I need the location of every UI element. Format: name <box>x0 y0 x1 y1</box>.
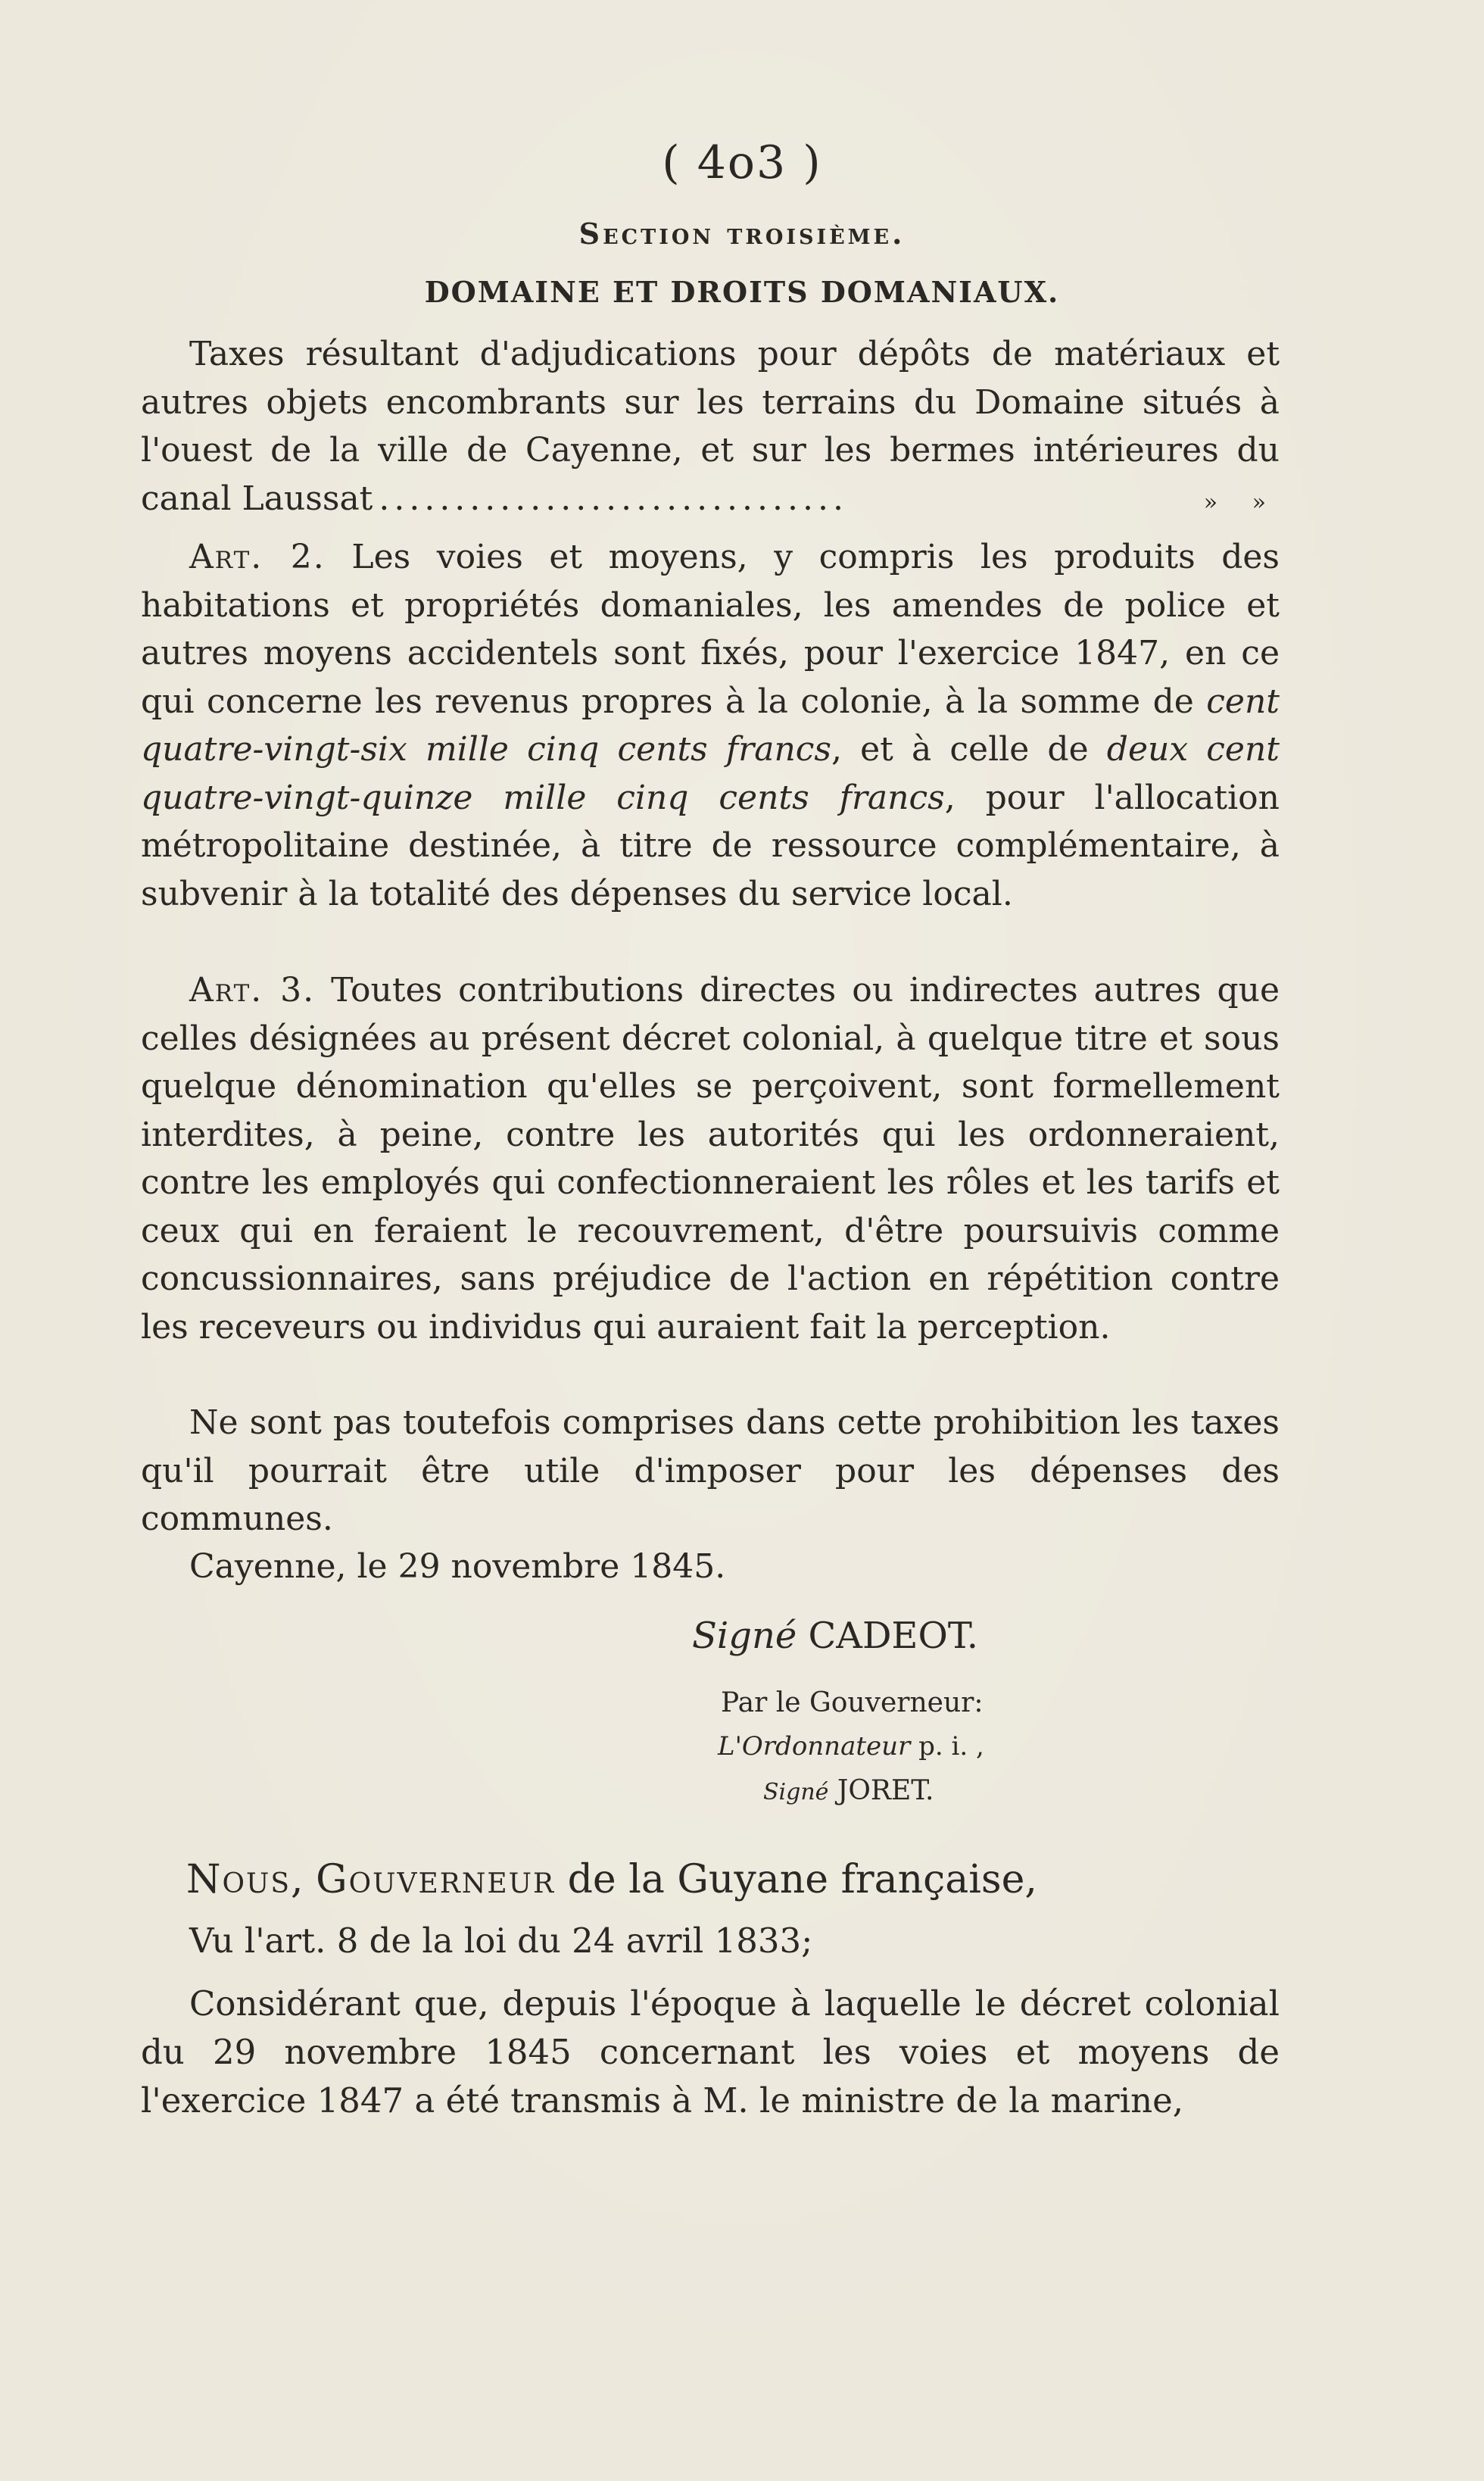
article-3-text <box>141 966 1280 1351</box>
article-2-amount-1: cent quatre-vingt-six mille cinq cents francs <box>141 682 1280 769</box>
par-le-gouverneur: Par le Gouverneur: <box>721 1687 984 1718</box>
article-3-body: Toutes contributions directes ou indirectes autres que celles désignées au présent décret colonial, à quelque titre et sous quelque dénomination qu'elles se perçoivent, sont formellement interdites, à peine, contre les autorités qui les ordonneraient, contre les employés qui confectionneraient les rôles et les tarifs et ceux qui en feraient le recouvrement, d'être poursuivis comme concussionnaires, sans préjudice de l'action en répétition contre les receveurs ou individus qui auraient fait la perception. <box>141 971 1280 1347</box>
date-block <box>141 1543 1280 1591</box>
exception-paragraph <box>141 1399 1280 1543</box>
signatory-name-1: CADEOT. <box>808 1615 979 1657</box>
leader-dots: ............................... <box>379 479 848 518</box>
signe-label-1: Signé <box>692 1615 797 1657</box>
nous-word: Nous <box>186 1857 292 1902</box>
considerant-paragraph <box>141 1980 1280 2125</box>
vu-line: Vu l'art. 8 de la loi du 24 avril 1833; <box>189 1921 813 1961</box>
article-2-text-c: , pour l'allocation métropolitaine destinée, à titre de ressource complémentaire, à subvenir à la totalité des dépenses du service local. <box>141 778 1280 913</box>
decree-opening: Nous, Gouverneur de la Guyane française, <box>186 1857 1037 1902</box>
leader-label: canal Laussat <box>141 479 373 518</box>
signature-joret <box>763 1775 934 1806</box>
decree-opening-rest: de la Guyane française, <box>567 1857 1037 1902</box>
article-2-text <box>141 533 1280 918</box>
signature-cadeot <box>692 1615 978 1657</box>
chapter-heading: DOMAINE ET DROITS DOMANIAUX. <box>424 275 1060 309</box>
considerant-text: Considérant que, depuis l'époque à laquelle le décret colonial du 29 novembre 1845 concernant les voies et moyens de l'exercice 1847 a été transmis à M. le ministre de la marine, <box>141 1983 1280 2121</box>
article-3-label: Art. 3. <box>189 971 316 1010</box>
ordonnateur-label: L'Ordonnateur <box>718 1731 911 1762</box>
section-title: Section troisième. <box>578 217 906 251</box>
taxes-line-1: Taxes résultant d'adjudications pour dépôts de matériaux et <box>189 335 1280 373</box>
exception-text: Ne sont pas toutefois comprises dans cette prohibition les taxes qu'il pourrait être utile d'imposer pour les dépenses des communes. <box>141 1403 1280 1538</box>
article-3 <box>141 966 1280 1351</box>
vu-paragraph <box>141 1917 1280 1965</box>
ordonnateur-line <box>718 1731 984 1762</box>
date-line: Cayenne, le 29 novembre 1845. <box>189 1547 726 1586</box>
article-2 <box>141 533 1280 918</box>
article-2-label: Art. 2. <box>189 538 326 576</box>
taxes-leader-line <box>141 475 1280 527</box>
signatory-name-2: JORET. <box>837 1775 934 1806</box>
taxes-line-3: l'ouest de la ville de Cayenne, et sur les bermes intérieures du <box>141 431 1280 470</box>
article-2-amount-2: deux cent quatre-vingt-quinze mille cinq cents francs <box>141 730 1280 817</box>
signe-label-2: Signé <box>763 1779 829 1805</box>
pi-label: p. i. , <box>918 1731 984 1762</box>
leader-marks: » » <box>1203 488 1280 516</box>
gouverneur-word: Gouverneur <box>316 1857 556 1902</box>
taxes-paragraph <box>141 330 1280 526</box>
page-number: ( 4o3 ) <box>662 136 822 189</box>
taxes-line-2: autres objets encombrants sur les terrains du Domaine situés à <box>141 382 1280 422</box>
article-2-text-a: Les voies et moyens, y compris les produits des habitations et propriétés domaniales, les amendes de police et autres moyens accidentels sont fixés, pour l'exercice 1847, en ce qui concerne les revenus propres à la colonie, à la somme de <box>141 538 1280 721</box>
article-2-text-b: , et à celle de <box>831 730 1089 769</box>
